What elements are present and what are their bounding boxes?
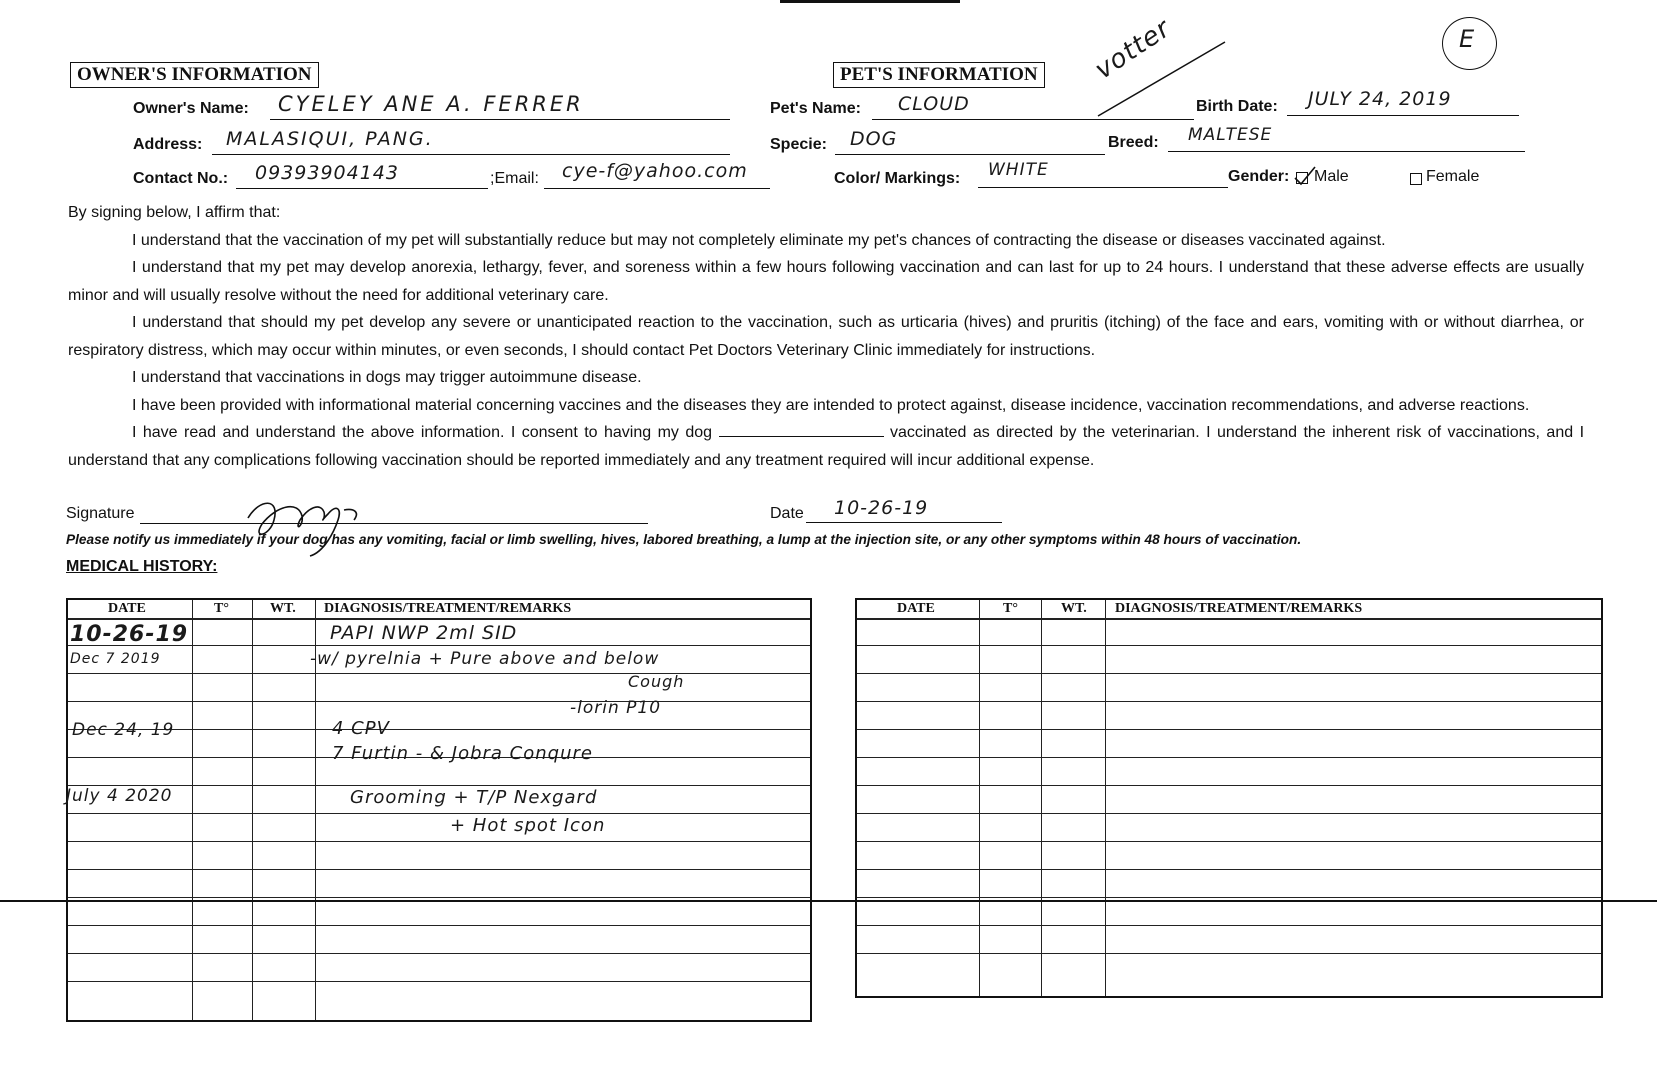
entry-remarks: PAPI NWP 2ml SID [330, 622, 518, 644]
birth-date-label: Birth Date: [1196, 98, 1278, 115]
color-line [978, 187, 1228, 188]
corner-mark: E [1459, 25, 1476, 53]
contact-value[interactable]: 09393904143 [255, 162, 399, 184]
row-divider [68, 785, 810, 786]
row-divider [68, 897, 810, 898]
specie-value[interactable]: DOG [850, 128, 898, 150]
contact-label: Contact No.: [133, 170, 229, 187]
email-line [544, 188, 770, 189]
col-date-header: DATE [897, 601, 935, 616]
owner-name-value[interactable]: CYELEY ANE A. FERRER [278, 92, 584, 116]
consent-p1: I understand that the vaccination of my pet will substantially reduce but may not completely eliminate my pet's chances of contracting the disease or diseases vaccinated against. [132, 231, 1386, 249]
owner-name-label: Owner's Name: [133, 100, 249, 117]
breed-line [1168, 151, 1525, 152]
row-divider [857, 701, 1601, 702]
row-divider [68, 701, 810, 702]
breed-label: Breed: [1108, 134, 1159, 151]
male-option-label: Male [1314, 168, 1349, 185]
col-divider [252, 600, 253, 1020]
specie-label: Specie: [770, 136, 827, 153]
entry-remarks: 7 Furtin - & Jobra Conqure [332, 743, 593, 764]
col-weight-header: WT. [270, 601, 296, 616]
row-divider [857, 953, 1601, 954]
entry-date: Dec 7 2019 [70, 651, 161, 667]
row-divider [68, 953, 810, 954]
entry-date: 10-26-19 [70, 622, 189, 647]
gender-label: Gender: [1228, 168, 1290, 185]
row-divider [857, 925, 1601, 926]
color-value[interactable]: WHITE [988, 160, 1049, 180]
entry-remarks: Grooming + T/P Nexgard [350, 787, 598, 808]
female-option-label: Female [1426, 168, 1480, 185]
header-divider [857, 618, 1601, 620]
email-value[interactable]: cye-f@yahoo.com [562, 160, 748, 182]
row-divider [857, 729, 1601, 730]
row-divider [857, 757, 1601, 758]
col-divider [1105, 600, 1106, 996]
owner-section-title: OWNER'S INFORMATION [70, 62, 319, 88]
row-divider [857, 785, 1601, 786]
col-date-header: DATE [108, 601, 146, 616]
medical-history-title: MEDICAL HISTORY: [66, 558, 218, 575]
col-divider [192, 600, 193, 1020]
signature-line [140, 523, 648, 524]
scan-fold-line [0, 900, 1657, 902]
signature-scribble[interactable] [240, 490, 380, 570]
col-diagnosis-header: DIAGNOSIS/TREATMENT/REMARKS [1115, 601, 1363, 616]
email-label: ;Email: [490, 170, 539, 187]
entry-date: July 4 2020 [66, 786, 173, 806]
col-diagnosis-header: DIAGNOSIS/TREATMENT/REMARKS [324, 601, 572, 616]
row-divider [857, 869, 1601, 870]
consent-intro: By signing below, I affirm that: [68, 204, 281, 221]
entry-remarks: -lorin P10 [570, 698, 662, 718]
row-divider [857, 841, 1601, 842]
row-divider [68, 673, 810, 674]
pet-name-label: Pet's Name: [770, 100, 861, 117]
row-divider [68, 869, 810, 870]
header-divider [68, 618, 810, 620]
margin-note: votter [1089, 13, 1177, 86]
row-divider [68, 841, 810, 842]
date-label: Date [770, 505, 804, 522]
pet-name-line [872, 119, 1194, 120]
row-divider [857, 897, 1601, 898]
entry-remarks: -w/ pyrelnia + Pure above and below [310, 649, 660, 669]
pet-section-title: PET'S INFORMATION [833, 62, 1045, 88]
col-temp-header: T° [214, 601, 229, 616]
col-divider [1041, 600, 1042, 996]
owner-address-value[interactable]: MALASIQUI, PANG. [226, 128, 434, 150]
consent-p4: I understand that vaccinations in dogs may trigger autoimmune disease. [132, 369, 642, 386]
row-divider [68, 729, 810, 730]
specie-line [835, 154, 1105, 155]
consent-p6 [68, 419, 1584, 474]
date-value[interactable]: 10-26-19 [834, 497, 929, 519]
owner-address-line [212, 154, 730, 155]
dog-name-blank[interactable] [719, 422, 884, 437]
owner-address-label: Address: [133, 136, 203, 153]
birth-date-value[interactable]: JULY 24, 2019 [1308, 88, 1452, 110]
contact-line [236, 188, 488, 189]
entry-remarks: + Hot spot Icon [450, 815, 606, 836]
owner-name-line [270, 119, 730, 120]
female-checkbox[interactable] [1410, 173, 1422, 185]
consent-p6-start: I have read and understand the above information. I consent to having my dog [132, 424, 713, 441]
consent-p5: I have been provided with informational material concerning vaccines and the diseases they are intended to protect against, disease incidence, vaccination recommendations, and adverse reactions. [132, 396, 1530, 414]
consent-p2: I understand that my pet may develop anorexia, lethargy, fever, and soreness within a few hours following vaccination and can last for up to 24 hours. I understand that these adverse effects are usually minor and will usually resolve without the need for additional veterinary care. [68, 259, 1584, 304]
date-line [806, 522, 1002, 523]
col-weight-header: WT. [1061, 601, 1087, 616]
notify-notice: Please notify us immediately if your dog has any vomiting, facial or limb swelling, hives, labored breathing, a lump at the injection site, or any other symptoms within 48 hours of vaccination. [66, 532, 1302, 547]
consent-p6-end: vaccinated as directed by the veterinarian. I understand the inherent risk of vaccinations, and I understand that any complications following vaccination should be reported immediately and any treatment required will incur additional expense. [68, 424, 1585, 469]
consent-p3: I understand that should my pet develop any severe or unanticipated reaction to the vaccination, such as urticaria (hives) and pruritis (itching) of the face and ears, vomiting with or without diarrhea, or respiratory distress, which may occur within minutes, or even seconds, I should contact Pet Doctors Veterinary Clinic immediately for instructions. [68, 314, 1584, 359]
birth-date-line [1287, 115, 1519, 116]
entry-date: Dec 24, 19 [72, 720, 175, 740]
breed-value[interactable]: MALTESE [1188, 125, 1273, 145]
color-label: Color/ Markings: [834, 170, 961, 187]
row-divider [68, 813, 810, 814]
pet-name-value[interactable]: CLOUD [898, 93, 970, 115]
medical-table-right [855, 598, 1603, 998]
col-temp-header: T° [1003, 601, 1018, 616]
row-divider [857, 813, 1601, 814]
entry-remarks: Cough [628, 672, 685, 691]
row-divider [857, 673, 1601, 674]
col-divider [979, 600, 980, 996]
scan-top-mark [780, 0, 960, 3]
row-divider [68, 925, 810, 926]
signature-label: Signature [66, 505, 135, 522]
row-divider [857, 645, 1601, 646]
entry-remarks: 4 CPV [332, 718, 390, 739]
row-divider [68, 981, 810, 982]
consent-text [68, 199, 1584, 474]
